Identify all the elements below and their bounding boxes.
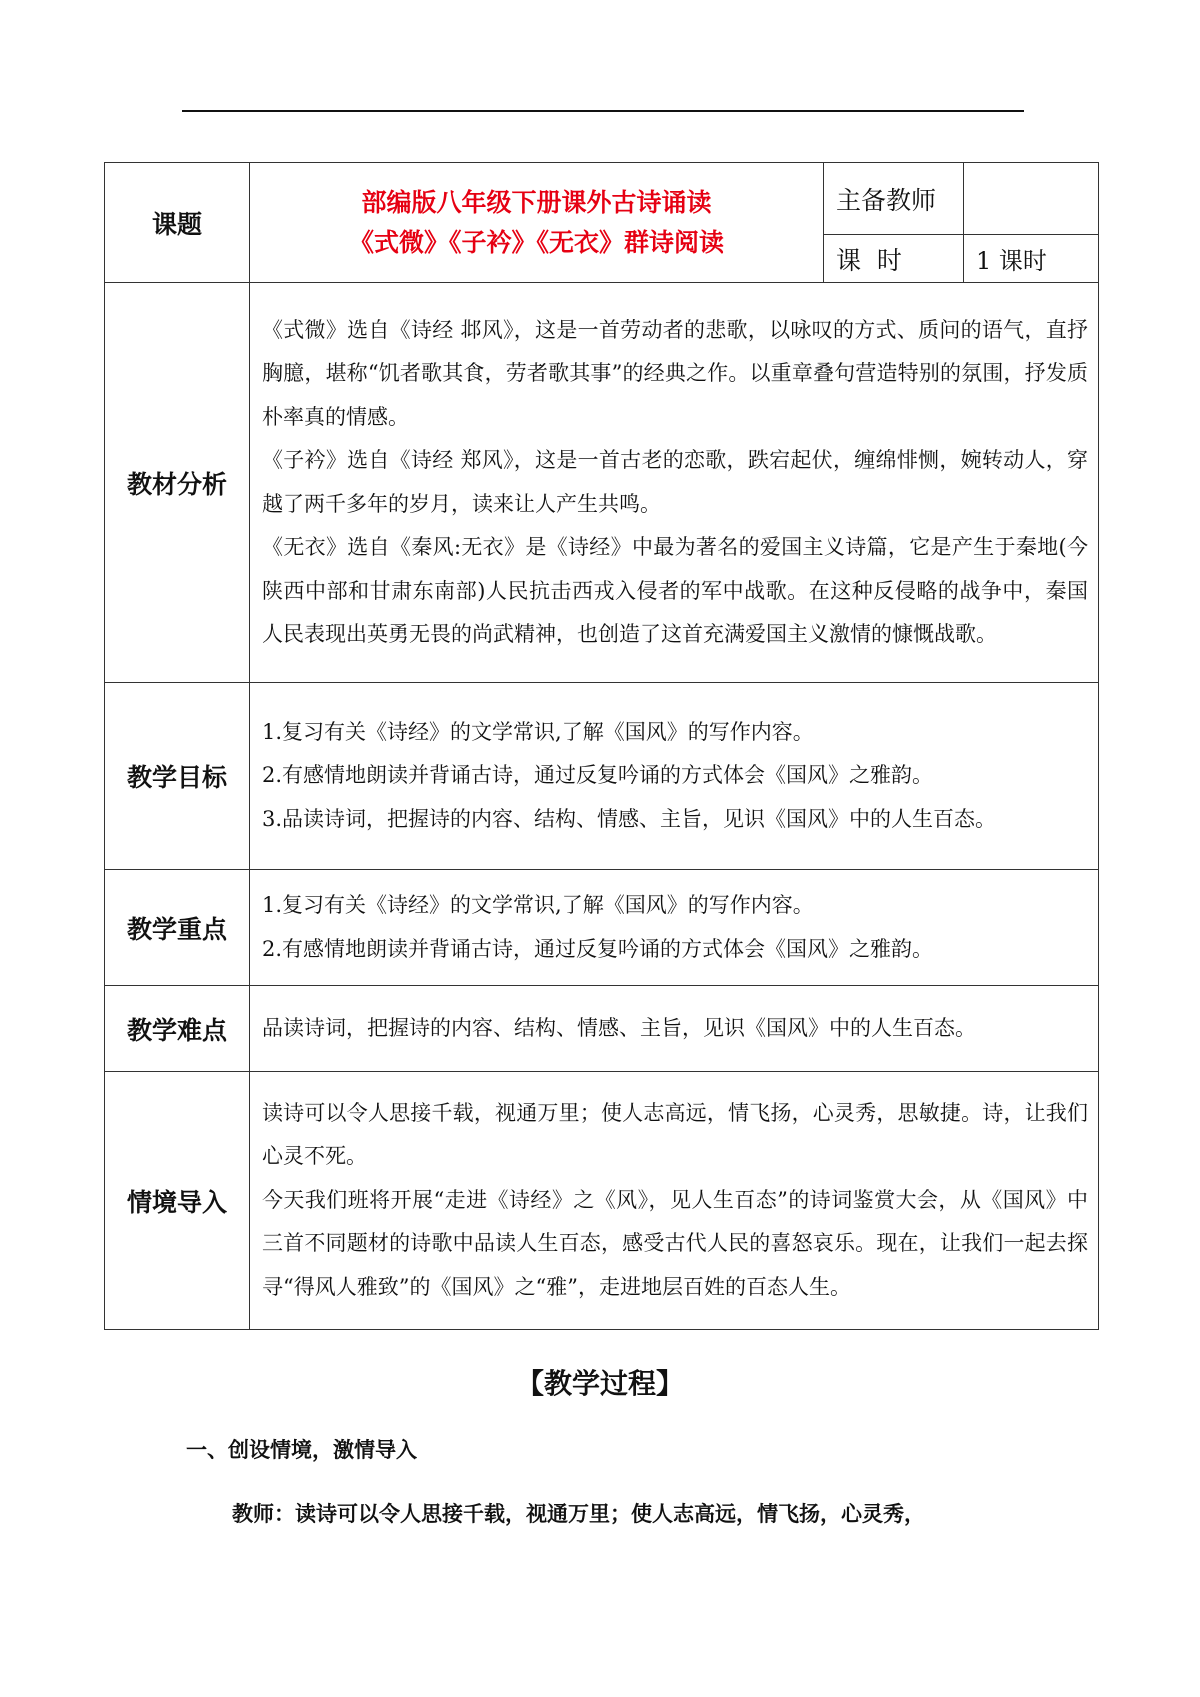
teacher-value (964, 163, 1099, 235)
paragraph: 3.品读诗词，把握诗的内容、结构、情感、主旨，见识《国风》中的人生百态。 (262, 806, 997, 831)
teacher-label: 主备教师 (824, 163, 964, 235)
paragraph: 1.复习有关《诗经》的文学常识,了解《国风》的写作内容。 (262, 893, 814, 917)
section-label-material: 教材分析 (105, 283, 250, 683)
section-content-intro (250, 1072, 1099, 1330)
header-rule (182, 110, 1024, 112)
section-label-intro: 情境导入 (105, 1072, 250, 1330)
section-label-objectives: 教学目标 (105, 683, 250, 870)
lesson-title-line1: 部编版八年级下册课外古诗诵读 (361, 187, 712, 217)
paragraph: 读诗可以令人思接千载，视通万里；使人志高远，情飞扬，心灵秀，思敏捷。诗，让我们心灵不死。 (262, 1100, 1088, 1169)
paragraph: 今天我们班将开展“走进《诗经》之《风》，见人生百态”的诗词鉴赏大会，从《国风》中三首不同题材的诗歌中品读人生百态，感受古代人民的喜怒哀乐。现在，让我们一起去探寻“得风人雅致”的《国风》之“雅”，走进地层百姓的百态人生。 (262, 1187, 1088, 1299)
teacher-speech: 教师：读诗可以令人思接千载，视通万里；使人志高远，情飞扬，心灵秀， (232, 1502, 925, 1526)
paragraph: 2.有感情地朗读并背诵古诗，通过反复吟诵的方式体会《国风》之雅韵。 (262, 763, 934, 788)
hours-value: 1 课时 (964, 235, 1099, 283)
section-label-difficulties: 教学难点 (105, 986, 250, 1072)
section-heading: 一、创设情境，激情导入 (186, 1438, 417, 1462)
paragraph: 1.复习有关《诗经》的文学常识,了解《国风》的写作内容。 (262, 719, 814, 744)
lesson-title (250, 163, 824, 283)
topic-label: 课题 (105, 163, 250, 283)
section-label-keypoints: 教学重点 (105, 870, 250, 986)
paragraph: 2.有感情地朗读并背诵古诗，通过反复吟诵的方式体会《国风》之雅韵。 (262, 936, 934, 961)
paragraph: 《子衿》选自《诗经 郑风》，这是一首古老的恋歌，跌宕起伏，缠绵悱恻，婉转动人，穿越了两千多年的岁月，读来让人产生共鸣。 (262, 448, 1088, 516)
lesson-plan-table (104, 162, 1099, 1330)
section-content-difficulties (250, 986, 1099, 1072)
section-content-keypoints (250, 870, 1099, 986)
process-title: 【教学过程】 (515, 1367, 684, 1400)
paragraph: 《无衣》选自《秦风:无衣》是《诗经》中最为著名的爱国主义诗篇，它是产生于秦地(今陕西中部和甘肃东南部)人民抗击西戎入侵者的军中战歌。在这种反侵略的战争中，秦国人民表现出英勇无畏的尚武精神，也创造了这首充满爱国主义激情的慷慨战歌。 (262, 535, 1088, 646)
paragraph: 《式微》选自《诗经 邶风》，这是一首劳动者的悲歌，以咏叹的方式、质问的语气，直抒胸臆，堪称“饥者歌其食，劳者歌其事”的经典之作。以重章叠句营造特别的氛围，抒发质朴率真的情感。 (262, 317, 1088, 429)
lesson-title-line2: 《式微》《子衿》《无衣》群诗阅读 (348, 227, 724, 257)
section-content-material (250, 283, 1099, 683)
hours-label: 课 时 (824, 235, 964, 283)
section-content-objectives (250, 683, 1099, 870)
paragraph: 品读诗词，把握诗的内容、结构、情感、主旨，见识《国风》中的人生百态。 (262, 1015, 976, 1040)
